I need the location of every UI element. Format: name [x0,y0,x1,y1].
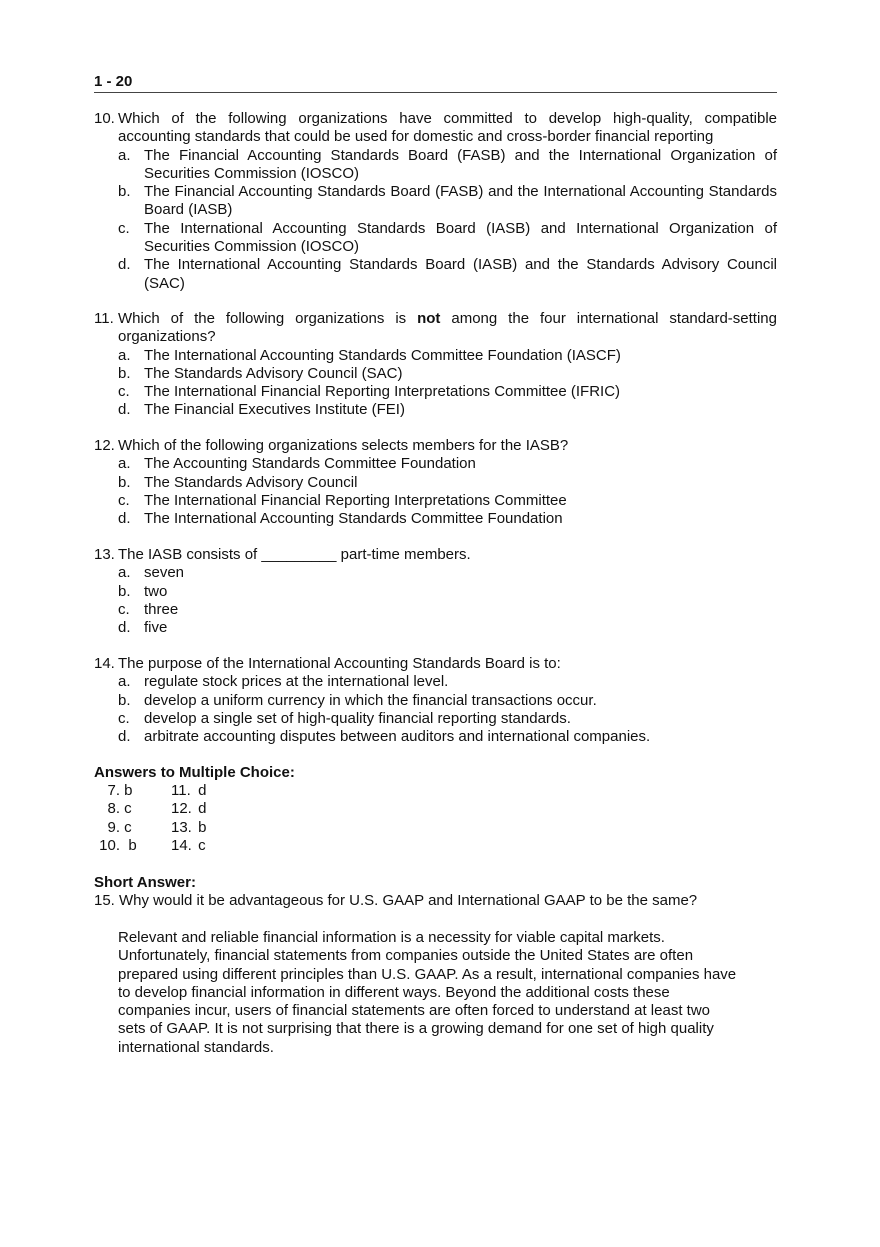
question-12 [94,437,777,528]
answer-line: to develop financial information in different ways. Beyond the additional costs these [118,983,670,1001]
answer-line: companies incur, users of financial statements are often forced to understand at least two [118,1002,710,1020]
question-14 [94,655,777,746]
option-d: d. arbitrate accounting disputes between auditors and international companies. [118,728,651,746]
short-answer-question: 15. Why would it be advantageous for U.S. GAAP and International GAAP to be the same? [94,892,698,909]
short-answer-body [118,929,778,1057]
page-number: 1 - 20 [94,73,777,93]
answer-row: 8. c 12. d [107,800,207,818]
answers-table [94,782,207,855]
question-number: 13. [94,546,115,563]
option-c: c. The International Accounting Standards Board (IASB) and International Organization of Securities Commission (IOSCO) [118,219,777,256]
option-a: a. regulate stock prices at the international level. [118,673,449,691]
option-d: d. five [118,619,168,637]
option-c: c. three [118,600,179,618]
option-d: d. The International Accounting Standards Board (IASB) and the Standards Advisory Council (SAC) [118,256,777,292]
option-a: a. The International Accounting Standards Committee Foundation (IASCF) [118,346,621,364]
question-number: 10. [94,110,115,127]
answer-line: international standards. [118,1038,274,1056]
question-number: 14. [94,655,115,672]
question-text: Which of the following organizations have committed to develop high-quality, compatible accounting standards that could be used for domestic and cross-border financial reporting [118,110,777,146]
answer-line: sets of GAAP. It is not surprising that there is a growing demand for one set of high quality [118,1020,714,1038]
answer-line: prepared using different principles than U.S. GAAP. As a result, international companies have [118,965,737,983]
option-a: a. seven [118,564,185,582]
option-d: d. The Financial Executives Institute (FEI) [118,401,405,419]
question-11 [94,310,777,420]
answer-row: 9. c 13. b [107,818,207,836]
option-c: c. develop a single set of high-quality financial reporting standards. [118,709,571,727]
option-c: c. The International Financial Reporting Interpretations Committee (IFRIC) [118,383,621,401]
option-b: b. The Financial Accounting Standards Board (FASB) and the International Accounting Standards Board (IASB) [118,183,777,219]
answer-line: Unfortunately, financial statements from companies outside the United States are often [118,947,694,965]
question-number: 11. [94,310,114,327]
answer-line: Relevant and reliable financial information is a necessity for viable capital markets. [118,929,665,946]
question-number: 12. [94,437,115,454]
option-b: b. develop a uniform currency in which the financial transactions occur. [118,691,597,709]
question-10 [94,110,777,293]
option-a: a. The Financial Accounting Standards Board (FASB) and the International Organization of Securities Commission (IOSCO) [118,146,777,182]
option-a: a. The Accounting Standards Committee Foundation [118,455,476,473]
option-b: b. The Standards Advisory Council [118,473,358,491]
answer-row: 10. b 14. c [99,836,206,854]
question-text: The purpose of the International Accounting Standards Board is to: [118,655,561,672]
question-text: Which of the following organizations is not among the four international standard-setting organizations? [118,310,777,346]
option-b: b. two [118,582,168,600]
short-answer-heading: Short Answer: [94,874,196,891]
question-text: Which of the following organizations selects members for the IASB? [118,437,569,454]
answer-row: 7. b 11. d [107,782,207,799]
option-c: c. The International Financial Reporting Interpretations Committee [118,491,567,509]
question-13 [94,546,777,637]
emphasis-not: not [417,310,441,327]
question-text: The IASB consists of _________ part-time members. [118,546,471,563]
option-d: d. The International Accounting Standards Committee Foundation [118,510,563,528]
answers-heading: Answers to Multiple Choice: [94,764,295,781]
option-b: b. The Standards Advisory Council (SAC) [118,364,403,382]
